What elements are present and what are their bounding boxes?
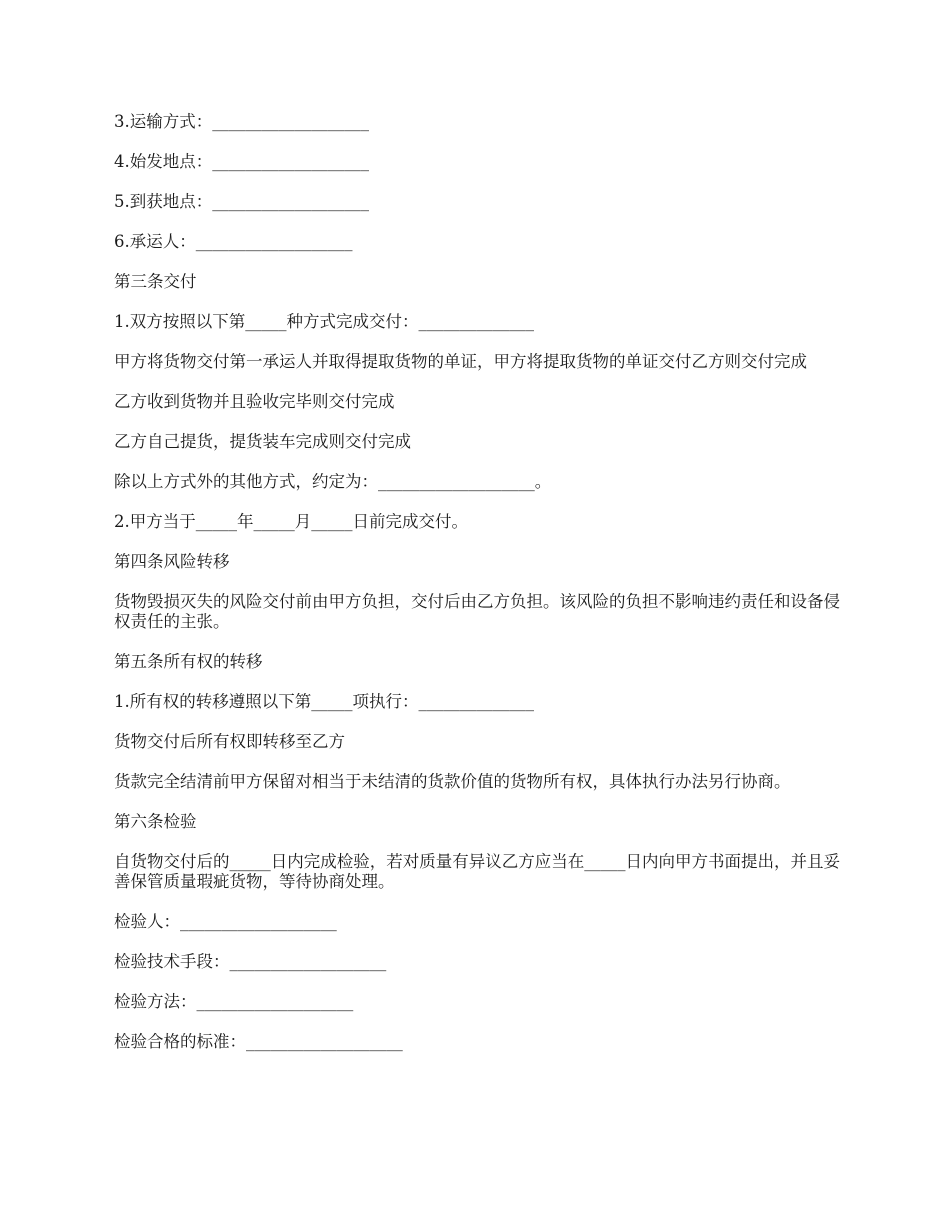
inspection-technique-line: 检验技术手段：___________________: [114, 952, 387, 971]
article-3-heading: 第三条交付: [114, 272, 197, 291]
ownership-transfer-line: 1.所有权的转移遵照以下第_____项执行：______________: [114, 692, 534, 711]
inspection-period-paragraph: 自货物交付后的_____日内完成检验，若对质量有异议乙方应当在_____日内向甲方书面提出，并且妥善保管质量瑕疵货物，等待协商处理。: [114, 852, 840, 891]
article-6-heading: 第六条检验: [114, 812, 197, 831]
delivery-option-1: 甲方将货物交付第一承运人并取得提取货物的单证，甲方将提取货物的单证交付乙方则交付完成: [114, 352, 807, 371]
delivery-option-2: 乙方收到货物并且验收完毕则交付完成: [114, 392, 395, 411]
delivery-option-other: 除以上方式外的其他方式，约定为：___________________。: [114, 472, 552, 491]
delivery-method-line: 1.双方按照以下第_____种方式完成交付：______________: [114, 312, 534, 331]
ownership-option-2: 货款完全结清前甲方保留对相当于未结清的货款价值的货物所有权，具体执行办法另行协商。: [114, 772, 791, 791]
carrier-line: 6.承运人：___________________: [114, 232, 353, 251]
inspection-method-line: 检验方法：___________________: [114, 992, 354, 1011]
inspection-standard-line: 检验合格的标准：___________________: [114, 1032, 403, 1051]
inspector-line: 检验人：___________________: [114, 912, 337, 931]
origin-location-line: 4.始发地点：___________________: [114, 152, 369, 171]
ownership-option-1: 货物交付后所有权即转移至乙方: [114, 732, 345, 751]
article-4-heading: 第四条风险转移: [114, 552, 230, 571]
delivery-date-line: 2.甲方当于_____年_____月_____日前完成交付。: [114, 512, 468, 531]
destination-location-line: 5.到获地点：___________________: [114, 192, 369, 211]
document-page: [114, 112, 844, 1072]
delivery-option-3: 乙方自己提货，提货装车完成则交付完成: [114, 432, 411, 451]
risk-transfer-paragraph: 货物毁损灭失的风险交付前由甲方负担，交付后由乙方负担。该风险的负担不影响违约责任和设备侵权责任的主张。: [114, 592, 840, 631]
article-5-heading: 第五条所有权的转移: [114, 652, 263, 671]
transport-method-line: 3.运输方式：___________________: [114, 112, 369, 131]
